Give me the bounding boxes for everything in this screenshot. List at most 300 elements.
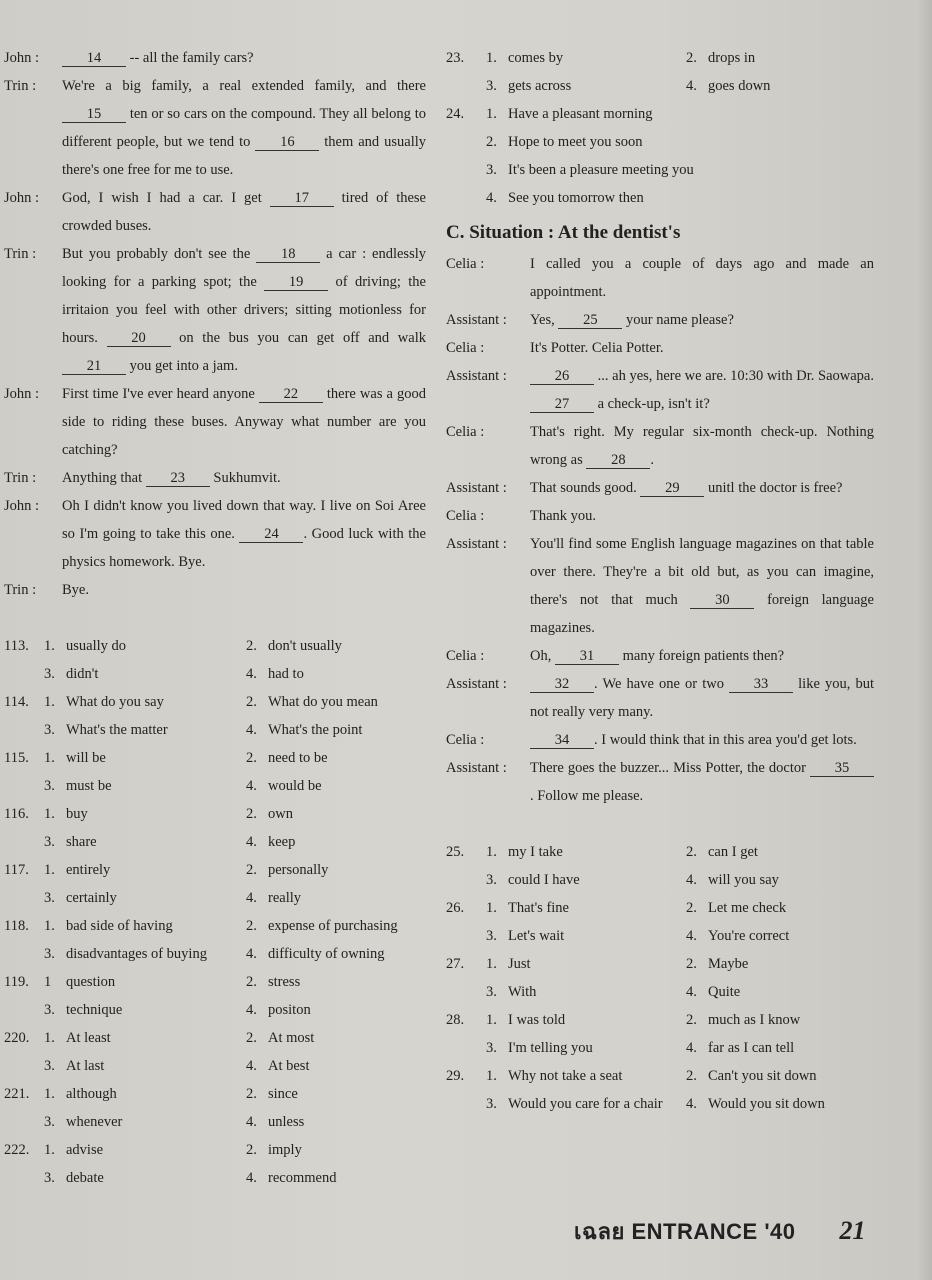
dialogue-text xyxy=(530,670,874,726)
option-text: At best xyxy=(268,1058,310,1074)
option-number: 2. xyxy=(246,694,257,710)
answer-option xyxy=(486,950,686,978)
answer-option xyxy=(44,1164,246,1192)
option-number: 1. xyxy=(44,806,55,822)
answer-option xyxy=(246,968,426,996)
speaker-name: John : xyxy=(4,386,40,402)
option-number: 1. xyxy=(486,50,497,66)
dialogue-text xyxy=(530,726,874,754)
dialogue-line xyxy=(4,72,426,184)
answer-blank-number: 27 xyxy=(530,396,594,413)
option-text: What's the point xyxy=(268,722,363,738)
question-option-row xyxy=(446,1090,874,1118)
answer-blank-number: 30 xyxy=(690,592,754,609)
right-column xyxy=(446,44,874,1118)
answer-option xyxy=(486,72,686,100)
question-option-row xyxy=(4,744,426,772)
option-text: must be xyxy=(66,778,112,794)
option-number: 4. xyxy=(686,872,697,888)
dialogue-text xyxy=(530,334,874,362)
question-option-row xyxy=(446,838,874,866)
answer-blank-number: 21 xyxy=(62,358,126,375)
dialogue-segment: Bye. xyxy=(62,582,89,598)
option-text: debate xyxy=(66,1170,104,1186)
dialogue-line xyxy=(446,334,874,362)
question-number xyxy=(446,1034,486,1062)
question-option-row xyxy=(4,1164,426,1192)
dialogue-segment: a check-up, isn't it? xyxy=(594,396,710,412)
option-number: 4. xyxy=(246,890,257,906)
option-text: What's the matter xyxy=(66,722,168,738)
dialogue-text xyxy=(530,502,874,530)
question-number xyxy=(4,772,44,800)
option-text: question xyxy=(66,974,116,990)
question-number xyxy=(446,978,486,1006)
option-number: 2. xyxy=(246,750,257,766)
answer-blank-number: 29 xyxy=(640,480,704,497)
answer-option xyxy=(44,996,246,1024)
speaker-name: Celia : xyxy=(446,340,485,356)
option-number: 4. xyxy=(686,78,697,94)
question-option-row xyxy=(4,688,426,716)
dialogue-text xyxy=(530,474,874,502)
option-number: 1. xyxy=(44,862,55,878)
dialogue-segment: I called you a couple of days ago and made an appointment. xyxy=(530,256,874,300)
option-number: 1. xyxy=(44,918,55,934)
dialogue-segment: -- all the family cars? xyxy=(126,50,254,66)
dialogue-line xyxy=(4,576,426,604)
question-number: 23. xyxy=(446,50,465,66)
answer-option xyxy=(246,688,426,716)
option-number: 2. xyxy=(686,1012,697,1028)
dialogue-text xyxy=(62,44,426,72)
dialogue-segment: ten or so cars on the compound. They all belong to different people, but we tend to xyxy=(62,106,426,150)
answer-blank-number: 34 xyxy=(530,732,594,749)
option-text: What do you mean xyxy=(268,694,378,710)
dialogue-segment: there was a good side to riding these buses. Anyway what number are you catching? xyxy=(62,386,426,458)
option-number: 4. xyxy=(246,722,257,738)
dialogue-text xyxy=(530,754,874,810)
dialogue-segment: . Good luck with the physics homework. Bye. xyxy=(62,526,426,570)
dialogue-line xyxy=(446,418,874,474)
speaker-name: Assistant : xyxy=(446,676,507,692)
answer-option xyxy=(686,1006,874,1034)
answer-option xyxy=(44,1024,246,1052)
answer-option xyxy=(246,1052,426,1080)
dialogue-text xyxy=(62,576,426,604)
question-number xyxy=(4,1108,44,1136)
answer-option xyxy=(246,632,426,660)
answer-option xyxy=(686,1034,874,1062)
option-text: advise xyxy=(66,1142,104,1158)
question-option-row xyxy=(446,44,874,72)
answer-option xyxy=(44,772,246,800)
answer-option xyxy=(44,1080,246,1108)
answer-blank-number: 14 xyxy=(62,50,126,67)
spacer xyxy=(4,604,426,632)
speaker-name: Celia : xyxy=(446,732,485,748)
option-number: 4. xyxy=(246,834,257,850)
option-number: 4. xyxy=(686,1040,697,1056)
option-number: 2. xyxy=(246,638,257,654)
speaker-name: John : xyxy=(4,50,40,66)
option-number: 2. xyxy=(246,1142,257,1158)
question-number xyxy=(4,1052,44,1080)
dialogue-text xyxy=(530,306,874,334)
dialogue-segment: Sukhumvit. xyxy=(209,470,281,486)
dialogue-segment: many foreign patients then? xyxy=(618,648,785,664)
dialogue-segment: a car : endlessly looking for a parking spot; the xyxy=(62,246,426,290)
option-text: stress xyxy=(268,974,301,990)
question-number: 113. xyxy=(4,638,29,654)
dialogue-segment: Oh I didn't know you lived down that way. I live on Soi Aree so I'm going to take this one. xyxy=(62,498,426,542)
dialogue-text xyxy=(62,240,426,380)
option-text: entirely xyxy=(66,862,111,878)
dialogue-right xyxy=(446,250,874,810)
answer-option xyxy=(246,744,426,772)
answer-blank-number: 18 xyxy=(256,246,320,263)
option-text: far as I can tell xyxy=(708,1040,795,1056)
dialogue-segment: unitl the doctor is free? xyxy=(704,480,843,496)
speaker-name: Assistant : xyxy=(446,760,507,776)
dialogue-segment: tired of these crowded buses. xyxy=(62,190,426,234)
option-number: 2. xyxy=(246,806,257,822)
question-options-right-bottom xyxy=(446,838,874,1118)
question-number xyxy=(4,660,44,688)
answer-option xyxy=(246,912,426,940)
dialogue-segment: on the bus you can get off and walk xyxy=(170,330,426,346)
dialogue-line xyxy=(446,754,874,810)
option-text: gets across xyxy=(508,78,572,94)
question-option-row xyxy=(446,894,874,922)
option-number: 1. xyxy=(486,1012,497,1028)
option-text: Can't you sit down xyxy=(708,1068,817,1084)
dialogue-text xyxy=(530,642,874,670)
option-number: 3. xyxy=(44,834,55,850)
answer-blank-number: 23 xyxy=(146,470,210,487)
dialogue-segment: There goes the buzzer... Miss Potter, the doctor xyxy=(530,760,810,776)
option-text: Just xyxy=(508,956,531,972)
option-text: I'm telling you xyxy=(508,1040,593,1056)
answer-option xyxy=(686,1090,874,1118)
answer-option xyxy=(486,100,874,128)
answer-option xyxy=(486,1062,686,1090)
speaker-name: John : xyxy=(4,190,40,206)
question-number xyxy=(446,72,486,100)
dialogue-segment: . xyxy=(650,452,655,468)
option-number: 3. xyxy=(44,1002,55,1018)
question-number: 118. xyxy=(4,918,29,934)
option-number: 1. xyxy=(44,1030,55,1046)
option-number: 3. xyxy=(44,946,55,962)
option-number: 3. xyxy=(486,984,497,1000)
question-options-right-top xyxy=(446,44,874,212)
option-text: own xyxy=(268,806,293,822)
speaker-name: Assistant : xyxy=(446,368,507,384)
speaker-name: Assistant : xyxy=(446,536,507,552)
dialogue-line xyxy=(4,492,426,576)
section-title: C. Situation : At the dentist's xyxy=(446,222,681,243)
option-text: Maybe xyxy=(708,956,749,972)
answer-option xyxy=(686,44,874,72)
option-text: What do you say xyxy=(66,694,164,710)
option-text: would be xyxy=(268,778,322,794)
option-text: You're correct xyxy=(708,928,790,944)
answer-blank-number: 31 xyxy=(555,648,619,665)
question-number: 26. xyxy=(446,900,465,916)
speaker-name: John : xyxy=(4,498,40,514)
option-number: 2. xyxy=(686,956,697,972)
dialogue-line xyxy=(446,642,874,670)
answer-option xyxy=(246,828,426,856)
question-number: 28. xyxy=(446,1012,465,1028)
question-option-row xyxy=(4,968,426,996)
option-number: 3. xyxy=(44,722,55,738)
answer-option xyxy=(44,716,246,744)
question-option-row xyxy=(4,912,426,940)
option-number: 1. xyxy=(44,750,55,766)
dialogue-text xyxy=(530,418,874,474)
option-number: 3. xyxy=(44,666,55,682)
answer-option xyxy=(44,1136,246,1164)
dialogue-line xyxy=(446,362,874,418)
option-text: my I take xyxy=(508,844,563,860)
option-text: At least xyxy=(66,1030,111,1046)
dialogue-segment: of driving; the irritaion you feel with other drivers; sitting motionless for hours. xyxy=(62,274,426,346)
dialogue-text xyxy=(530,530,874,642)
question-number xyxy=(4,1164,44,1192)
answer-option xyxy=(486,1090,686,1118)
question-number: 29. xyxy=(446,1068,465,1084)
dialogue-line xyxy=(446,670,874,726)
answer-option xyxy=(686,838,874,866)
option-number: 1 xyxy=(44,974,52,990)
answer-option xyxy=(486,894,686,922)
option-text: That's fine xyxy=(508,900,569,916)
option-number: 2. xyxy=(486,134,497,150)
dialogue-segment: Yes, xyxy=(530,312,559,328)
option-text: really xyxy=(268,890,302,906)
option-number: 1. xyxy=(486,106,497,122)
question-option-row xyxy=(446,156,874,184)
option-text: positon xyxy=(268,1002,311,1018)
answer-option xyxy=(44,660,246,688)
question-option-row xyxy=(4,632,426,660)
answer-option xyxy=(246,1164,426,1192)
answer-option xyxy=(246,884,426,912)
option-number: 3. xyxy=(44,1170,55,1186)
option-text: comes by xyxy=(508,50,564,66)
option-number: 3. xyxy=(44,890,55,906)
question-option-row xyxy=(446,1062,874,1090)
question-number: 221. xyxy=(4,1086,30,1102)
answer-blank-number: 28 xyxy=(586,452,650,469)
question-option-row xyxy=(446,922,874,950)
dialogue-segment: them and usually there's one free for me to use. xyxy=(62,134,426,178)
dialogue-text xyxy=(530,362,874,418)
question-number: 114. xyxy=(4,694,29,710)
option-text: don't usually xyxy=(268,638,342,654)
option-number: 2. xyxy=(246,862,257,878)
question-number xyxy=(446,156,486,184)
option-text: keep xyxy=(268,834,296,850)
answer-option xyxy=(486,128,874,156)
option-number: 1. xyxy=(486,956,497,972)
option-number: 1. xyxy=(486,900,497,916)
option-number: 4. xyxy=(486,190,497,206)
question-number xyxy=(4,716,44,744)
answer-option xyxy=(44,828,246,856)
answer-option xyxy=(486,184,874,212)
answer-option xyxy=(246,940,426,968)
option-number: 4. xyxy=(686,928,697,944)
question-option-row xyxy=(446,184,874,212)
question-number: 25. xyxy=(446,844,465,860)
answer-option xyxy=(44,940,246,968)
option-number: 1. xyxy=(44,694,55,710)
question-number: 116. xyxy=(4,806,29,822)
option-text: didn't xyxy=(66,666,99,682)
option-text: Let's wait xyxy=(508,928,565,944)
answer-option xyxy=(44,632,246,660)
option-text: recommend xyxy=(268,1170,337,1186)
option-number: 3. xyxy=(44,1114,55,1130)
option-text: Would you sit down xyxy=(708,1096,825,1112)
dialogue-line xyxy=(446,306,874,334)
dialogue-segment: . We have one or two xyxy=(594,676,730,692)
option-number: 3. xyxy=(486,928,497,944)
answer-option xyxy=(686,894,874,922)
question-option-row xyxy=(4,772,426,800)
option-number: 1. xyxy=(44,1086,55,1102)
answer-option xyxy=(486,922,686,950)
option-number: 4. xyxy=(246,1002,257,1018)
dialogue-segment: . Follow me please. xyxy=(530,788,644,804)
answer-option xyxy=(44,884,246,912)
option-text: drops in xyxy=(708,50,756,66)
answer-option xyxy=(686,1062,874,1090)
option-number: 3. xyxy=(486,872,497,888)
answer-option xyxy=(246,1080,426,1108)
option-number: 4. xyxy=(246,666,257,682)
dialogue-segment: . I would think that in this area you'd get lots. xyxy=(594,732,857,748)
option-text: whenever xyxy=(66,1114,123,1130)
footer-brand: เฉลย ENTRANCE '40 xyxy=(574,1219,796,1244)
answer-option xyxy=(246,660,426,688)
answer-option xyxy=(44,1052,246,1080)
answer-blank-number: 26 xyxy=(530,368,594,385)
answer-option xyxy=(246,716,426,744)
speaker-name: Assistant : xyxy=(446,312,507,328)
question-option-row xyxy=(4,1108,426,1136)
dialogue-text xyxy=(530,250,874,306)
dialogue-text xyxy=(62,184,426,240)
option-number: 1. xyxy=(44,638,55,654)
dialogue-left xyxy=(4,44,426,604)
page-number: 21 xyxy=(839,1216,866,1245)
dialogue-segment: That sounds good. xyxy=(530,480,641,496)
option-text: bad side of having xyxy=(66,918,173,934)
option-number: 4. xyxy=(246,1170,257,1186)
question-option-row xyxy=(4,940,426,968)
spacer xyxy=(446,810,874,838)
question-option-row xyxy=(446,1006,874,1034)
question-number xyxy=(446,922,486,950)
question-option-row xyxy=(4,996,426,1024)
option-number: 4. xyxy=(686,1096,697,1112)
option-text: since xyxy=(268,1086,298,1102)
answer-option xyxy=(486,838,686,866)
option-number: 2. xyxy=(686,1068,697,1084)
option-number: 4. xyxy=(246,1114,257,1130)
question-option-row xyxy=(4,716,426,744)
option-number: 3. xyxy=(44,1058,55,1074)
question-number xyxy=(4,828,44,856)
question-option-row xyxy=(4,1080,426,1108)
dialogue-segment: God, I wish I had a car. I get xyxy=(62,190,270,206)
option-text: personally xyxy=(268,862,329,878)
dialogue-segment: your name please? xyxy=(622,312,734,328)
dialogue-line xyxy=(4,184,426,240)
option-text: technique xyxy=(66,1002,123,1018)
option-text: I was told xyxy=(508,1012,566,1028)
question-number xyxy=(446,128,486,156)
question-number: 119. xyxy=(4,974,29,990)
answer-blank-number: 33 xyxy=(729,676,793,693)
question-number: 115. xyxy=(4,750,29,766)
answer-option xyxy=(246,1024,426,1052)
option-text: Hope to meet you soon xyxy=(508,134,643,150)
dialogue-line xyxy=(446,530,874,642)
answer-option xyxy=(686,978,874,1006)
question-option-row xyxy=(4,660,426,688)
question-number xyxy=(4,996,44,1024)
option-number: 2. xyxy=(246,974,257,990)
answer-option xyxy=(686,72,874,100)
option-text: Let me check xyxy=(708,900,787,916)
question-number: 27. xyxy=(446,956,465,972)
answer-option xyxy=(44,1108,246,1136)
option-text: certainly xyxy=(66,890,117,906)
option-number: 1. xyxy=(486,844,497,860)
question-option-row xyxy=(446,950,874,978)
answer-blank-number: 20 xyxy=(107,330,171,347)
option-text: could I have xyxy=(508,872,580,888)
option-number: 2. xyxy=(246,1030,257,1046)
option-number: 3. xyxy=(486,1040,497,1056)
question-number xyxy=(446,866,486,894)
speaker-name: Trin : xyxy=(4,78,37,94)
answer-option xyxy=(686,950,874,978)
option-number: 4. xyxy=(246,946,257,962)
option-number: 2. xyxy=(686,900,697,916)
dialogue-line xyxy=(4,240,426,380)
question-option-row xyxy=(4,884,426,912)
option-text: unless xyxy=(268,1114,305,1130)
answer-option xyxy=(486,866,686,894)
option-number: 2. xyxy=(686,50,697,66)
option-number: 1. xyxy=(44,1142,55,1158)
page-spine-shadow xyxy=(918,0,932,1280)
option-text: Why not take a seat xyxy=(508,1068,623,1084)
question-option-row xyxy=(4,828,426,856)
question-number xyxy=(4,884,44,912)
option-text: Quite xyxy=(708,984,741,1000)
option-text: share xyxy=(66,834,97,850)
question-option-row xyxy=(4,800,426,828)
answer-blank-number: 17 xyxy=(270,190,334,207)
answer-option xyxy=(246,800,426,828)
